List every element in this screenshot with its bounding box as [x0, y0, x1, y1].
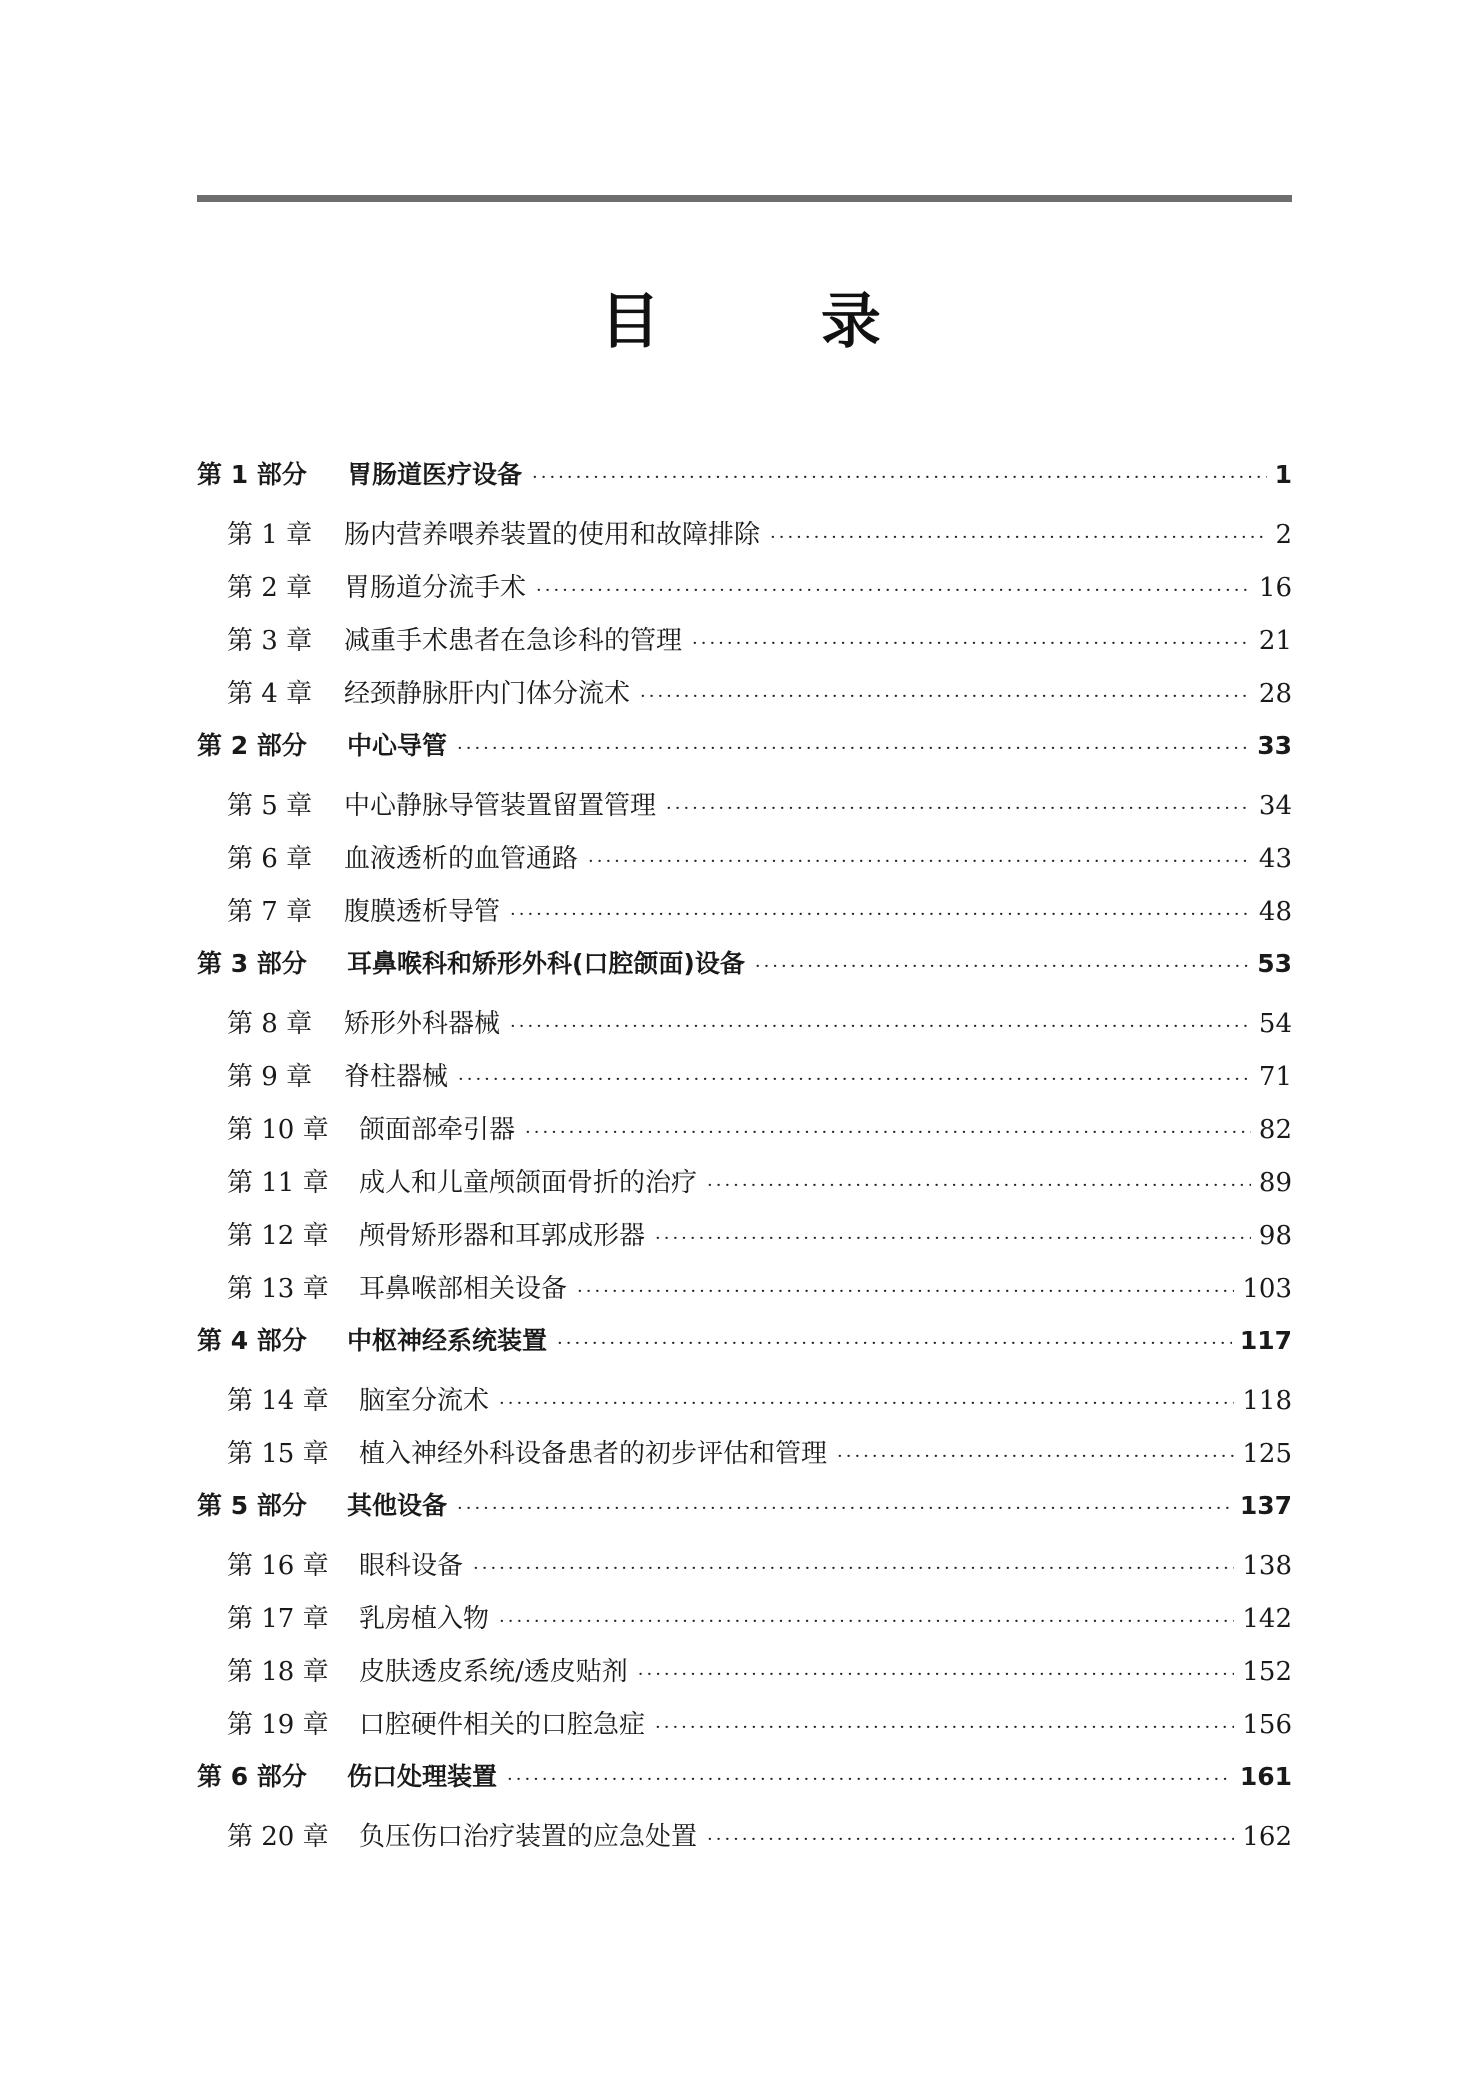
dot-leader: [536, 580, 1251, 601]
page-number: 2: [1275, 520, 1292, 550]
dot-leader: [577, 1281, 1234, 1302]
chapter-title: 肠内营养喂养装置的使用和故障排除: [344, 520, 761, 550]
chapter-number: 第 20 章: [227, 1822, 329, 1852]
toc-chapter-entry[interactable]: [197, 1598, 1292, 1651]
chapter-title: 颅骨矫形器和耳郭成形器: [359, 1221, 646, 1251]
chapter-title: 成人和儿童颅颌面骨折的治疗: [359, 1168, 698, 1198]
page-number: 117: [1239, 1326, 1292, 1355]
toc-part-entry[interactable]: [197, 1757, 1292, 1816]
toc-chapter-entry[interactable]: [197, 1380, 1292, 1433]
page-number: 98: [1258, 1221, 1292, 1251]
page-number: 162: [1242, 1822, 1292, 1852]
page-number: 43: [1258, 844, 1292, 874]
chapter-title: 腹膜透析导管: [344, 897, 501, 927]
toc-chapter-entry[interactable]: [197, 838, 1292, 891]
page-number: 89: [1258, 1168, 1292, 1198]
dot-leader: [458, 1069, 1251, 1090]
part-number: 第 2 部分: [197, 731, 307, 760]
dot-leader: [707, 1829, 1234, 1850]
part-title: 耳鼻喉科和矫形外科(口腔颌面)设备: [347, 949, 745, 978]
dot-leader: [532, 467, 1267, 488]
dot-leader: [755, 956, 1249, 977]
page-number: 103: [1242, 1274, 1292, 1304]
chapter-number: 第 5 章: [227, 791, 313, 821]
toc-part-entry[interactable]: [197, 944, 1292, 1003]
chapter-number: 第 11 章: [227, 1168, 329, 1198]
toc-heading: 目 录: [600, 287, 951, 357]
page-number: 137: [1239, 1491, 1292, 1520]
chapter-title: 负压伤口治疗装置的应急处置: [359, 1822, 698, 1852]
page-number: 71: [1258, 1062, 1292, 1092]
toc-chapter-entry[interactable]: [197, 785, 1292, 838]
page-number: 33: [1257, 731, 1292, 760]
toc-chapter-entry[interactable]: [197, 1704, 1292, 1757]
dot-leader: [692, 633, 1251, 654]
dot-leader: [457, 738, 1249, 759]
chapter-title: 眼科设备: [359, 1551, 464, 1581]
part-number: 第 5 部分: [197, 1491, 307, 1520]
part-number: 第 4 部分: [197, 1326, 307, 1355]
page-number: 16: [1258, 573, 1292, 603]
chapter-number: 第 13 章: [227, 1274, 329, 1304]
page-number: 48: [1258, 897, 1292, 927]
chapter-number: 第 18 章: [227, 1657, 329, 1687]
dot-leader: [510, 904, 1251, 925]
page-number: 34: [1258, 791, 1292, 821]
page-number: 82: [1258, 1115, 1292, 1145]
chapter-title: 颌面部牵引器: [359, 1115, 516, 1145]
chapter-number: 第 10 章: [227, 1115, 329, 1145]
dot-leader: [770, 527, 1267, 548]
dot-leader: [473, 1558, 1234, 1579]
page-number: 161: [1239, 1762, 1292, 1791]
part-title: 伤口处理装置: [347, 1762, 498, 1791]
dot-leader: [707, 1175, 1251, 1196]
toc-chapter-entry[interactable]: [197, 673, 1292, 726]
dot-leader: [507, 1769, 1232, 1790]
dot-leader: [499, 1611, 1234, 1632]
chapter-number: 第 15 章: [227, 1439, 329, 1469]
chapter-title: 胃肠道分流手术: [344, 573, 527, 603]
page-number: 138: [1242, 1551, 1292, 1581]
toc-part-entry[interactable]: [197, 1486, 1292, 1545]
chapter-title: 皮肤透皮系统/透皮贴剂: [359, 1657, 628, 1687]
toc-chapter-entry[interactable]: [197, 1545, 1292, 1598]
dot-leader: [666, 798, 1251, 819]
chapter-number: 第 3 章: [227, 626, 313, 656]
dot-leader: [655, 1228, 1251, 1249]
page-number: 125: [1242, 1439, 1292, 1469]
toc-part-entry[interactable]: [197, 455, 1292, 514]
chapter-title: 中心静脉导管装置留置管理: [344, 791, 657, 821]
chapter-title: 口腔硬件相关的口腔急症: [359, 1710, 646, 1740]
page-number: 156: [1242, 1710, 1292, 1740]
chapter-number: 第 7 章: [227, 897, 313, 927]
chapter-number: 第 6 章: [227, 844, 313, 874]
dot-leader: [640, 686, 1251, 707]
toc-chapter-entry[interactable]: [197, 1003, 1292, 1056]
part-title: 中心导管: [347, 731, 448, 760]
dot-leader: [457, 1498, 1232, 1519]
part-title: 其他设备: [347, 1491, 448, 1520]
chapter-number: 第 4 章: [227, 679, 313, 709]
dot-leader: [557, 1333, 1232, 1354]
chapter-number: 第 2 章: [227, 573, 313, 603]
toc-chapter-entry[interactable]: [197, 1215, 1292, 1268]
toc-part-entry[interactable]: [197, 1321, 1292, 1380]
top-rule: [197, 195, 1292, 202]
chapter-title: 减重手术患者在急诊科的管理: [344, 626, 683, 656]
toc-chapter-entry[interactable]: [197, 1268, 1292, 1321]
dot-leader: [655, 1717, 1234, 1738]
page-number: 28: [1258, 679, 1292, 709]
toc-chapter-entry[interactable]: [197, 891, 1292, 944]
dot-leader: [525, 1122, 1251, 1143]
page-number: 1: [1274, 460, 1292, 489]
toc-chapter-entry[interactable]: [197, 514, 1292, 567]
chapter-number: 第 14 章: [227, 1386, 329, 1416]
toc-chapter-entry[interactable]: [197, 567, 1292, 620]
chapter-number: 第 17 章: [227, 1604, 329, 1634]
dot-leader: [588, 851, 1251, 872]
page-number: 53: [1257, 949, 1292, 978]
chapter-title: 矫形外科器械: [344, 1009, 501, 1039]
chapter-title: 血液透析的血管通路: [344, 844, 579, 874]
dot-leader: [510, 1016, 1251, 1037]
toc-chapter-entry[interactable]: [197, 1109, 1292, 1162]
toc-chapter-entry[interactable]: [197, 1651, 1292, 1704]
toc-part-entry[interactable]: [197, 726, 1292, 785]
chapter-number: 第 1 章: [227, 520, 313, 550]
toc-chapter-entry[interactable]: [197, 1433, 1292, 1486]
toc-chapter-entry[interactable]: [197, 1162, 1292, 1215]
chapter-title: 植入神经外科设备患者的初步评估和管理: [359, 1439, 828, 1469]
page-number: 54: [1258, 1009, 1292, 1039]
chapter-title: 经颈静脉肝内门体分流术: [344, 679, 631, 709]
part-title: 中枢神经系统装置: [347, 1326, 548, 1355]
toc-chapter-entry[interactable]: [197, 1816, 1292, 1869]
chapter-number: 第 16 章: [227, 1551, 329, 1581]
chapter-title: 乳房植入物: [359, 1604, 490, 1634]
chapter-number: 第 8 章: [227, 1009, 313, 1039]
chapter-number: 第 12 章: [227, 1221, 329, 1251]
page-number: 118: [1242, 1386, 1292, 1416]
dot-leader: [499, 1393, 1234, 1414]
dot-leader: [638, 1664, 1235, 1685]
part-title: 胃肠道医疗设备: [347, 460, 523, 489]
dot-leader: [837, 1446, 1234, 1467]
chapter-number: 第 9 章: [227, 1062, 313, 1092]
page-number: 142: [1242, 1604, 1292, 1634]
table-of-contents: [197, 455, 1292, 1869]
toc-chapter-entry[interactable]: [197, 620, 1292, 673]
chapter-title: 脊柱器械: [344, 1062, 449, 1092]
page-number: 21: [1258, 626, 1292, 656]
page-number: 152: [1242, 1657, 1292, 1687]
part-number: 第 6 部分: [197, 1762, 307, 1791]
chapter-title: 脑室分流术: [359, 1386, 490, 1416]
chapter-title: 耳鼻喉部相关设备: [359, 1274, 568, 1304]
toc-chapter-entry[interactable]: [197, 1056, 1292, 1109]
chapter-number: 第 19 章: [227, 1710, 329, 1740]
part-number: 第 3 部分: [197, 949, 307, 978]
part-number: 第 1 部分: [197, 460, 307, 489]
